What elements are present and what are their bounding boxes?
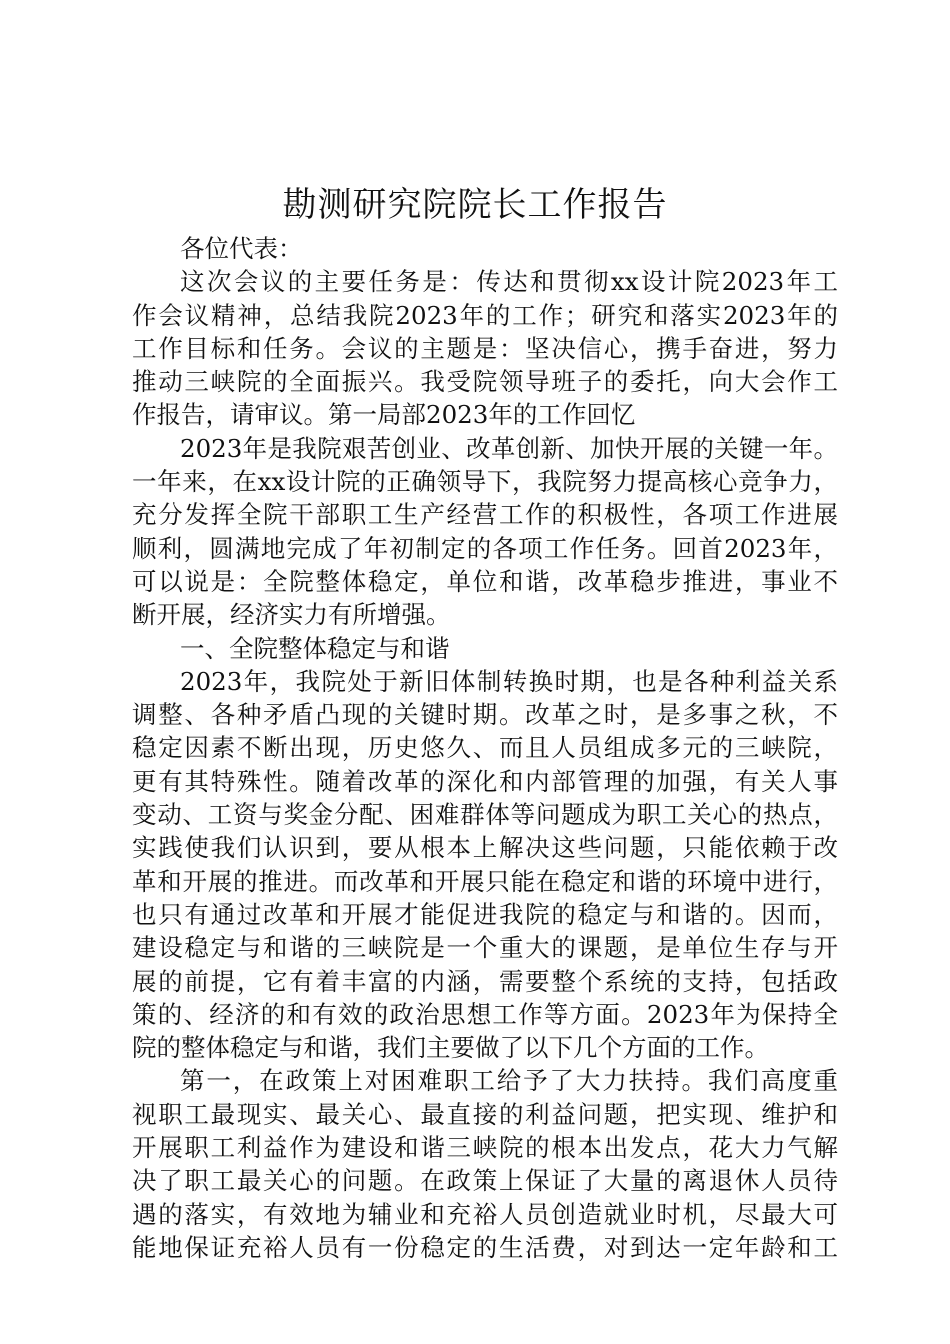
paragraph-line: 展的前提，它有着丰富的内涵，需要整个系统的支持，包括政: [132, 966, 838, 996]
paragraph-line: 决了职工最关心的问题。在政策上保证了大量的离退休人员待: [132, 1166, 838, 1196]
paragraph-line: 推动三峡院的全面振兴。我受院领导班子的委托，向大会作工: [132, 367, 838, 397]
paragraph-line: 建设稳定与和谐的三峡院是一个重大的课题，是单位生存与开: [132, 933, 838, 963]
document-body: [132, 232, 838, 1264]
paragraph-line: 一年来，在xx设计院的正确领导下，我院努力提高核心竞争力，: [132, 467, 838, 497]
paragraph-line: 充分发挥全院干部职工生产经营工作的积极性，各项工作进展: [132, 500, 838, 530]
paragraph-line: 能地保证充裕人员有一份稳定的生活费，对到达一定年龄和工: [132, 1232, 838, 1262]
document-title: 勘测研究院院长工作报告: [282, 185, 668, 225]
paragraph-line: 作会议精神，总结我院2023年的工作；研究和落实2023年的: [132, 300, 838, 330]
paragraph-line: 稳定因素不断出现，历史悠久、而且人员组成多元的三峡院，: [132, 733, 838, 763]
paragraph-line: 院的整体稳定与和谐，我们主要做了以下几个方面的工作。: [132, 1033, 769, 1063]
paragraph-line: 作报告，请审议。第一局部2023年的工作回忆: [132, 400, 636, 430]
paragraph-line: 调整、各种矛盾凸现的关键时期。改革之时，是多事之秋，不: [132, 700, 838, 730]
paragraph-line: 革和开展的推进。而改革和开展只能在稳定和谐的环境中进行，: [132, 866, 838, 896]
paragraph-line: 顺利，圆满地完成了年初制定的各项工作任务。回首2023年，: [132, 533, 838, 563]
paragraph-line: 这次会议的主要任务是：传达和贯彻xx设计院2023年工: [180, 267, 838, 297]
paragraph-line: 开展职工利益作为建设和谐三峡院的根本出发点，花大力气解: [132, 1133, 838, 1163]
paragraph-line: 变动、工资与奖金分配、困难群体等问题成为职工关心的热点，: [132, 800, 838, 830]
paragraph-line: 策的、经济的和有效的政治思想工作等方面。2023年为保持全: [132, 999, 838, 1029]
paragraph-line: 可以说是：全院整体稳定，单位和谐，改革稳步推进，事业不: [132, 566, 838, 596]
paragraph-line: 视职工最现实、最关心、最直接的利益问题，把实现、维护和: [132, 1099, 838, 1129]
paragraph-line: 2023年是我院艰苦创业、改革创新、加快开展的关键一年。: [180, 433, 838, 463]
paragraph-line: 工作目标和任务。会议的主题是：坚决信心，携手奋进，努力: [132, 333, 838, 363]
paragraph-line: 第一，在政策上对困难职工给予了大力扶持。我们高度重: [180, 1066, 838, 1096]
paragraph-line: 2023年，我院处于新旧体制转换时期，也是各种利益关系: [180, 666, 838, 696]
paragraph-line: 实践使我们认识到，要从根本上解决这些问题，只能依赖于改: [132, 833, 838, 863]
section-heading: 一、全院整体稳定与和谐: [180, 633, 450, 663]
paragraph-line: 也只有通过改革和开展才能促进我院的稳定与和谐的。因而，: [132, 899, 838, 929]
paragraph-line: 断开展，经济实力有所增强。: [132, 600, 451, 630]
salutation-line: 各位代表：: [180, 234, 303, 263]
paragraph-line: 更有其特殊性。随着改革的深化和内部管理的加强，有关人事: [132, 766, 838, 796]
paragraph-line: 遇的落实，有效地为辅业和充裕人员创造就业时机，尽最大可: [132, 1199, 838, 1229]
